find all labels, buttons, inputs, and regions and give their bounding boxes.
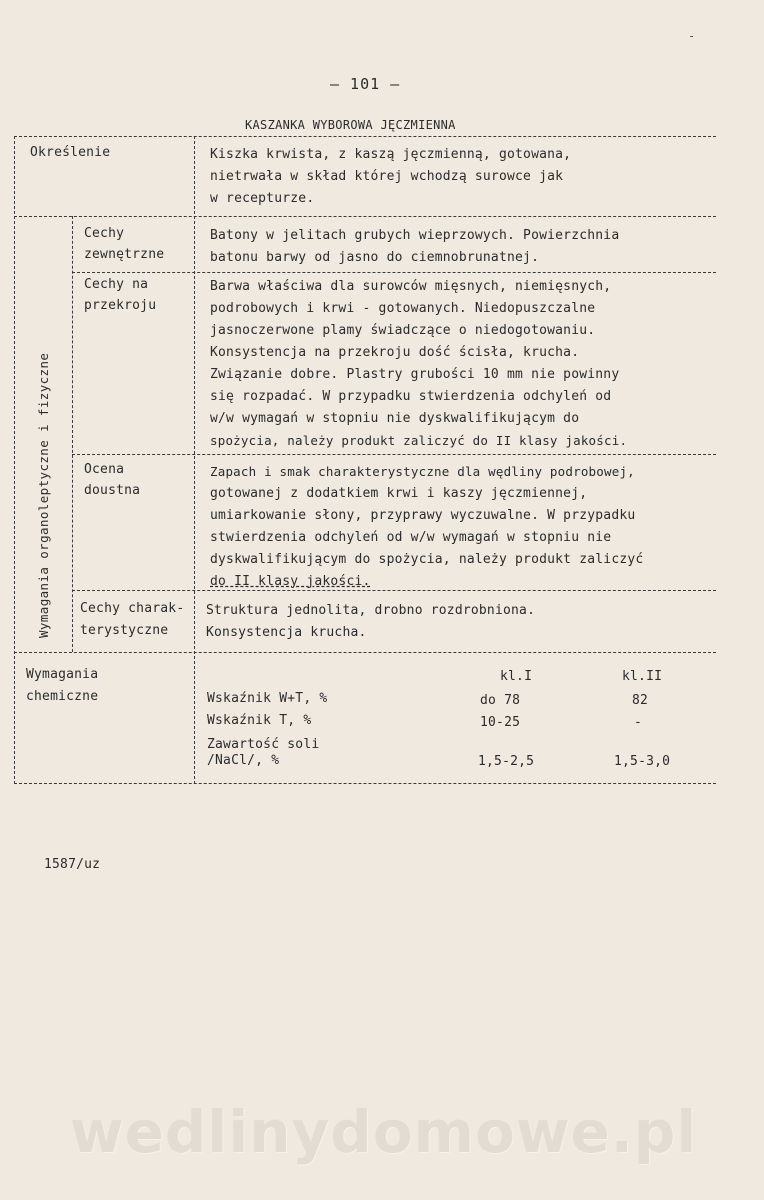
cechy-charakterystyczne-label: terystyczne (80, 623, 169, 638)
row-divider-przekroj (72, 454, 716, 455)
ocena-doustna-label: doustna (84, 483, 141, 498)
row-divider-ocena (72, 590, 716, 591)
row-divider-okreslenie (14, 216, 716, 217)
chem-row-kl2: - (634, 715, 643, 730)
cechy-przekroj-label: Cechy na (84, 277, 149, 292)
chem-row-kl2: 82 (632, 693, 649, 708)
page-number: – 101 – (330, 75, 401, 93)
cechy-przekroj-text-line: w/w wymagań w stopniu nie dyskwalifikującym do (210, 411, 580, 426)
side-label-organoleptyczne: Wymagania organoleptyczne i fizyczne (36, 352, 51, 638)
cechy-przekroj-text-line: spożycia, należy produkt zaliczyć do II klasy jakości. (210, 433, 628, 448)
cechy-charakterystyczne-text-line: Konsystencja krucha. (206, 625, 367, 640)
ocena-doustna-text-line: umiarkowanie słony, przyprawy wyczuwalne. W przypadku (210, 508, 636, 523)
chem-row-kl1: 10-25 (480, 715, 521, 730)
cechy-zewnetrzne-label: zewnętrzne (84, 247, 165, 262)
cechy-zewnetrzne-text-line: batonu barwy od jasno do ciemnobrunatnej. (210, 250, 540, 265)
cechy-przekroj-text-line: jasnoczerwone plamy świadczące o niedogotowaniu. (210, 323, 596, 338)
document-title: KASZANKA WYBOROWA JĘCZMIENNA (245, 118, 456, 132)
ocena-doustna-text-line: gotowanej z dodatkiem krwi i kaszy jęczmiennej, (210, 486, 588, 501)
okreslenie-text-line: nietrwała w skład której wchodzą surowce jak (210, 169, 564, 184)
chem-row-name: Wskaźnik W+T, % (207, 691, 328, 706)
okreslenie-text-line: w recepturze. (210, 191, 315, 206)
chemiczne-label: chemiczne (26, 689, 99, 704)
okreslenie-text-line: Kiszka krwista, z kaszą jęczmienną, gotowana, (210, 147, 572, 162)
cechy-charakterystyczne-text-line: Struktura jednolita, drobno rozdrobniona. (206, 603, 536, 618)
ocena-doustna-text-line: Zapach i smak charakterystyczne dla wędliny podrobowej, (210, 464, 635, 479)
chem-row-kl1: 1,5-2,5 (478, 754, 535, 769)
watermark: wedlinydomowe.pl (70, 1098, 698, 1166)
cechy-zewnetrzne-label: Cechy (84, 226, 125, 241)
table-top-border (14, 136, 716, 137)
column-divider-main (194, 136, 195, 784)
cechy-przekroj-text-line: Związanie dobre. Plastry grubości 10 mm nie powinny (210, 367, 620, 382)
cechy-charakterystyczne-label: Cechy charak- (80, 601, 185, 616)
column-header-kl2: kl.II (622, 669, 663, 684)
ocena-doustna-text-line: do II klasy jakości. (210, 574, 371, 589)
column-header-kl1: kl.I (500, 669, 533, 684)
ocena-doustna-text-line: dyskwalifikującym do spożycia, należy produkt zaliczyć (210, 552, 644, 567)
cechy-przekroj-text-line: Barwa właściwa dla surowców mięsnych, niemięsnych, (210, 279, 612, 294)
chem-row-name: Zawartość soli (207, 737, 320, 752)
ocena-doustna-label: Ocena (84, 462, 125, 477)
cechy-przekroj-text-line: Konsystencja na przekroju dość ścisła, krucha. (210, 345, 580, 360)
cechy-zewnetrzne-text-line: Batony w jelitach grubych wieprzowych. Powierzchnia (210, 228, 620, 243)
column-divider-side (72, 216, 73, 652)
cechy-przekroj-text-line: podrobowych i krwi - gotowanych. Niedopuszczalne (210, 301, 596, 316)
row-divider-organoleptyczne (14, 652, 716, 653)
corner-mark: - (688, 29, 696, 43)
cechy-przekroj-label: przekroju (84, 298, 157, 313)
chem-row-kl2: 1,5-3,0 (614, 754, 671, 769)
table-left-border (14, 136, 15, 784)
chem-row-name: Wskaźnik T, % (207, 713, 312, 728)
table-bottom-border (14, 783, 716, 784)
ocena-doustna-text-line: stwierdzenia odchyleń od w/w wymagań w stopniu nie (210, 530, 612, 545)
row-divider-zewnetrzne (72, 272, 716, 273)
footer-code: 1587/uz (44, 857, 101, 872)
chemiczne-label: Wymagania (26, 667, 99, 682)
chem-row-name: /NaCl/, % (207, 753, 280, 768)
okreslenie-label: Określenie (30, 145, 111, 160)
chem-row-kl1: do 78 (480, 693, 521, 708)
cechy-przekroj-text-line: się rozpadać. W przypadku stwierdzenia odchyleń od (210, 389, 612, 404)
